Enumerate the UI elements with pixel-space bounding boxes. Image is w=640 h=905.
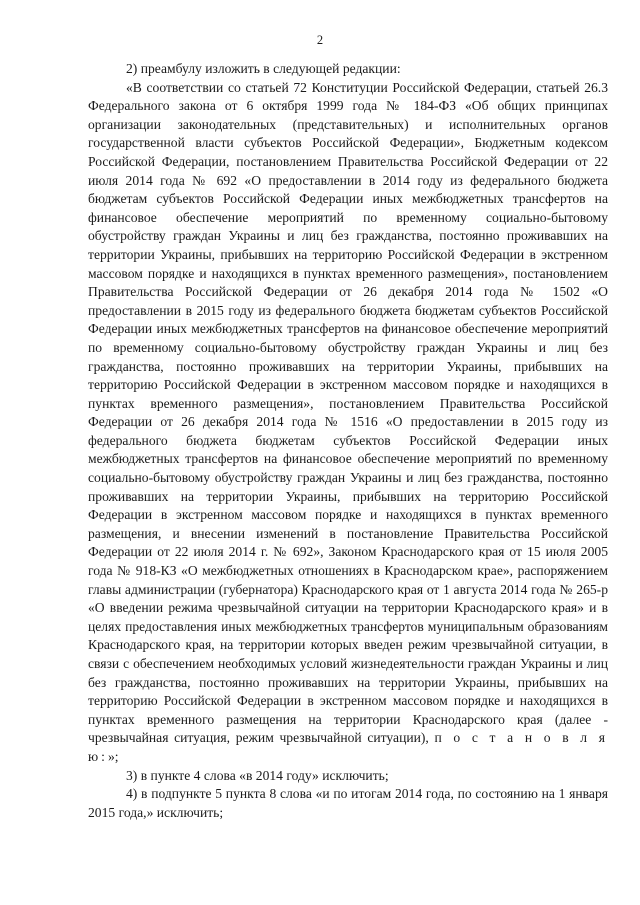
page-number: 2 [316,33,324,47]
amendment-item-2-intro: 2) преамбулу изложить в следующей редакции: [126,61,401,76]
preamble-closing: »; [107,748,119,764]
preamble-paragraph [88,79,608,767]
document-body [88,60,608,822]
resolve-word: п о с т а н о в л я ю: [88,730,608,764]
amendment-item-4: 4) в подпункте 5 пункта 8 слова «и по итогам 2014 года, по состоянию на 1 января 2015 года,» исключить; [88,786,608,820]
amendment-item-3: 3) в пункте 4 слова «в 2014 году» исключить; [126,767,389,783]
preamble-text: «В соответствии со статьей 72 Конституции Российской Федерации, статьей 26.3 Федерального закона от 6 октября 1999 года № 184-ФЗ «Об общих принципах организации законодательных (представительных) и исполнительных органов государственной власти субъектов Российской Федерации», Бюджетным кодексом Российской Федерации, постановлением Правительства Российской Федерации от 22 июля 2014 года № 692 «О предоставлении в 2014 году из федерального бюджета бюджетам субъектов Российской Федерации иных межбюджетных трансфертов на финансовое обеспечение мероприятий по временному социально-бытовому обустройству граждан Украины и лиц без гражданства, постоянно проживавших на территории Украины, прибывших на территорию Российской Федерации в экстренном массовом порядке и находящихся в пунктах временного размещения», постановлением Правительства Российской Федерации от 26 декабря 2014 года № 1502 «О предоставлении в 2015 году из федерального бюджета бюджетам субъектов Российской Федерации иных межбюджетных трансфертов на финансовое обеспечение мероприятий по временному социально-бытовому обустройству граждан Украины и лиц без гражданства, постоянно проживавших на территории Украины, прибывших на территорию Российской Федерации в экстренном массовом порядке и находящихся в пунктах временного размещения», постановлением Правительства Российской Федерации от 26 декабря 2014 года № 1516 «О предоставлении в 2015 году из федерального бюджета бюджетам субъектов Российской Федерации иных межбюджетных трансфертов на финансовое обеспечение мероприятий по временному социально-бытовому обустройству граждан Украины и лиц без гражданства, постоянно проживавших на территории Украины, прибывших на территорию Российской Федерации в экстренном массовом порядке и находящихся в пунктах временного размещения, и внесении изменений в постановление Правительства Российской Федерации от 22 июля 2014 г. № 692», Законом Краснодарского края от 15 июля 2005 года № 918-КЗ «О межбюджетных отношениях в Краснодарском крае», распоряжением главы администрации (губернатора) Краснодарского края от 1 августа 2014 года № 265-р «О введении режима чрезвычайной ситуации на территории Краснодарского края» и в целях предоставления иных межбюджетных трансфертов муниципальным образованиям Краснодарского края, на территории которых введен режим чрезвычайной ситуации, в связи с обеспечением необходимых условий жизнедеятельности граждан Украины и лиц без гражданства, постоянно проживавших на территории Украины, прибывших на территорию Российской Федерации в экстренном массовом порядке и находящихся в пунктах временного размещения на территории Краснодарского края (далее - чрезвычайная ситуация, режим чрезвычайной ситуации), [88,79,608,746]
